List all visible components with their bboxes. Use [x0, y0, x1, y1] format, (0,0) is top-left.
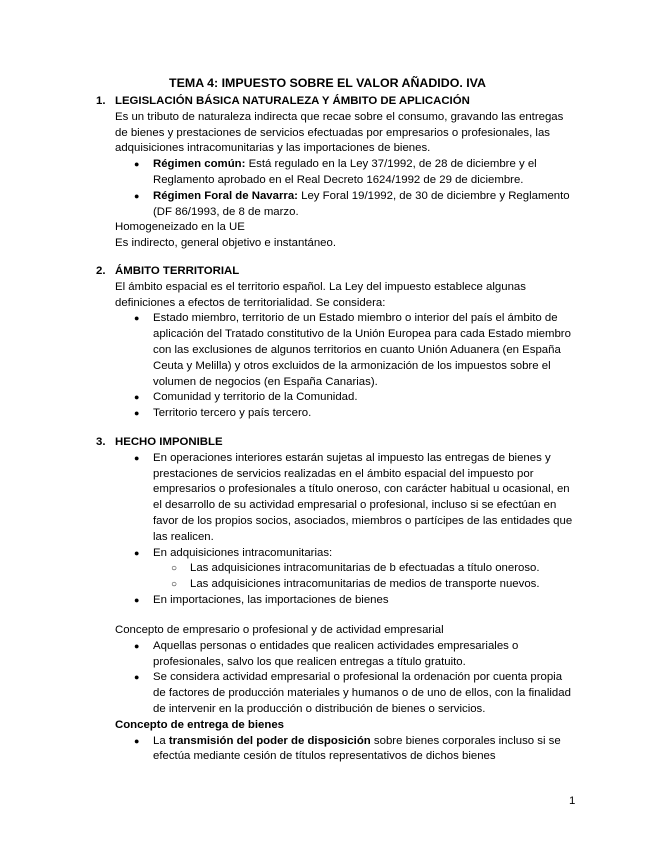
list-item-text: Está regulado en la Ley 37/1992, de 28 de diciembre y el Reglamento aprobado en el Real Decreto 1624/1992 de 29 de diciembre.: [153, 158, 537, 186]
section-legislacion: [96, 94, 576, 252]
paragraph: Es un tributo de naturaleza indirecta que recae sobre el consumo, gravando las entregas de bienes y prestaciones de servicios efectuadas por empresarios o profesionales, las adquisiciones intracomunitarias y las importaciones de bienes.: [115, 110, 564, 155]
section-heading: [96, 264, 576, 280]
list-item-text: Ley Foral 19/1992, de 30 de diciembre y Reglamento (DF 86/1993, de 8 de marzo.: [153, 189, 570, 218]
list-item: ● Estado miembro, territorio de un Estado miembro o interior del país el ámbito de aplicación del Tratado constitutivo de la Unión Europea para cada Estado miembro con las exclusiones de algunos territorios en cuanto Unión Aduanera (en España Ceuta y Melilla) y otros excluidos de la armonización de los impuestos sobre el volumen de negocios (en España Canarias).: [153, 311, 576, 390]
bullet-list: [153, 451, 576, 609]
bullet-list: [153, 311, 576, 422]
list-item: [153, 734, 576, 766]
section-number: 3.: [96, 436, 106, 448]
subsection-concepto-empresario: [96, 623, 576, 765]
subsection-heading-bold: Concepto de entrega de bienes: [115, 718, 284, 731]
bullet-list: [153, 734, 576, 766]
section-title: ÁMBITO TERRITORIAL: [115, 265, 240, 277]
list-item: ● Se considera actividad empresarial o profesional la ordenación por cuenta propia de factores de producción materiales y humanos o de uno de ellos, con la finalidad de intervenir en la producción o distribución de bienes o servicios.: [153, 670, 576, 717]
bold-term: transmisión del poder de disposición: [168, 734, 371, 747]
list-item: ● Aquellas personas o entidades que realicen actividades empresariales o profesionales, salvo los que realicen entregas a título gratuito.: [153, 639, 576, 671]
section-heading: [96, 435, 576, 451]
sub-list-item: ○ Las adquisiciones intracomunitarias de medios de transporte nuevos.: [190, 577, 576, 593]
list-item: ● Territorio tercero y país tercero.: [153, 406, 576, 422]
bold-term: Régimen común:: [153, 158, 246, 171]
section-ambito-territorial: [96, 264, 576, 422]
subsection-heading: Concepto de empresario o profesional y de actividad empresarial: [115, 624, 444, 636]
page-title: TEMA 4: IMPUESTO SOBRE EL VALOR AÑADIDO. IVA: [169, 76, 486, 90]
list-item-text: sobre bienes corporales incluso si se efectúa mediante cesión de títulos representativos de dichos bienes: [153, 734, 561, 763]
section-number: 1.: [96, 95, 106, 107]
list-item: [153, 189, 576, 221]
list-item: [153, 157, 576, 189]
list-item: [153, 546, 576, 593]
section-title: LEGISLACIÓN BÁSICA NATURALEZA Y ÁMBITO DE APLICACIÓN: [115, 95, 470, 107]
paragraph: El ámbito espacial es el territorio español. La Ley del impuesto establece algunas definiciones a efectos de territorialidad. Se considera:: [115, 280, 526, 309]
bold-term: Régimen Foral de Navarra:: [153, 189, 298, 202]
list-item: ● En operaciones interiores estarán sujetas al impuesto las entregas de bienes y prestaciones de servicios realizadas en el ámbito espacial del impuesto por empresarios o profesionales a título oneroso, con carácter habitual u ocasional, en el desarrollo de su actividad empresarial o profesional, incluso si se efectúan en favor de los propios socios, asociados, miembros o partícipes de las entidades que las realicen.: [153, 451, 576, 546]
list-item: ● En importaciones, las importaciones de bienes: [153, 593, 576, 609]
list-item-text: La: [153, 734, 169, 747]
paragraph: Homogeneizado en la UE: [115, 221, 245, 234]
sub-list: [190, 561, 576, 593]
section-number: 2.: [96, 265, 106, 277]
bullet-list: [153, 639, 576, 718]
section-heading: [96, 94, 576, 110]
list-item-text: En adquisiciones intracomunitarias:: [153, 546, 333, 559]
sub-list-item: ○ Las adquisiciones intracomunitarias de b efectuadas a título oneroso.: [190, 561, 576, 577]
paragraph: Es indirecto, general objetivo e instantáneo.: [115, 237, 336, 250]
bullet-list: [153, 157, 576, 220]
section-title: HECHO IMPONIBLE: [115, 436, 223, 448]
list-item: ● Comunidad y territorio de la Comunidad.: [153, 390, 576, 406]
page-number: 1: [569, 795, 576, 807]
section-hecho-imponible: [96, 435, 576, 609]
